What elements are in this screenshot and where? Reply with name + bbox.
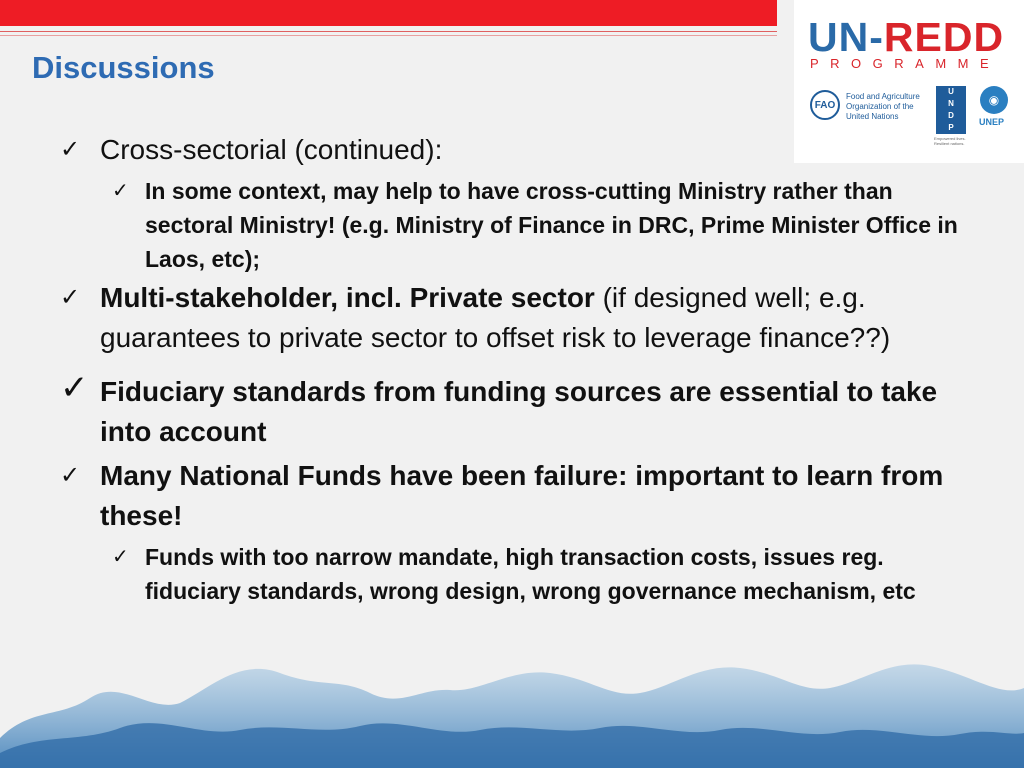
checkmark-icon: ✓	[60, 462, 81, 489]
undp-letter: U	[948, 87, 954, 96]
undp-letter: N	[948, 99, 954, 108]
logo-un-text: UN-	[808, 14, 884, 60]
unep-emblem-icon: ◉	[980, 86, 1008, 114]
undp-caption: Empowered lives. Resilient nations.	[934, 136, 966, 146]
fao-emblem-icon: FAO	[810, 90, 840, 120]
forest-canopy-decoration	[0, 618, 1024, 768]
bullet-bold-text: Multi-stakeholder, incl. Private sector	[100, 282, 595, 313]
bullet-text: Many National Funds have been failure: important to learn from these!	[100, 460, 944, 531]
logo-redd-text: REDD	[883, 14, 1005, 60]
checkmark-icon: ✓	[60, 284, 81, 311]
bullet-text: (if designed well; e.g. guarantees to private sector to offset risk to leverage finance??)	[100, 282, 891, 353]
undp-letter: D	[948, 111, 954, 120]
checkmark-icon: ✓	[60, 369, 89, 407]
logo-programme-text: PROGRAMME	[810, 56, 1001, 71]
top-divider-line-2	[0, 35, 777, 36]
checkmark-icon: ✓	[112, 546, 129, 568]
logo-wordmark	[808, 14, 1004, 61]
bullet-fiduciary-standards	[60, 369, 960, 452]
bullet-list	[60, 130, 960, 610]
bullet-text: In some context, may help to have cross-cutting Ministry rather than sectoral Ministry! (e.g. Ministry of Finance in DRC, Prime Minister Office in Laos, etc);	[145, 178, 958, 272]
bullet-text: Fiduciary standards from funding sources are essential to take into account	[100, 376, 938, 447]
bullet-cross-sectorial	[60, 130, 960, 170]
top-red-bar	[0, 0, 777, 26]
bullet-multi-stakeholder	[60, 278, 960, 358]
bullet-text: Cross-sectorial (continued):	[100, 134, 443, 165]
sub-bullet-cross-cutting-ministry	[60, 174, 960, 276]
checkmark-icon: ✓	[60, 136, 81, 163]
slide-title: Discussions	[32, 50, 215, 85]
undp-logo	[936, 86, 966, 134]
sub-bullet-funds-issues	[60, 540, 960, 608]
bullet-national-funds	[60, 456, 960, 536]
undp-letter: P	[948, 123, 954, 132]
checkmark-icon: ✓	[112, 180, 129, 202]
top-divider-line	[0, 31, 777, 32]
bullet-text: Funds with too narrow mandate, high transaction costs, issues reg. fiduciary standards, wrong design, wrong governance mechanism, etc	[145, 544, 916, 604]
fao-name: Food and Agriculture Organization of the United Nations	[846, 92, 920, 121]
unep-name: UNEP	[979, 117, 1005, 127]
